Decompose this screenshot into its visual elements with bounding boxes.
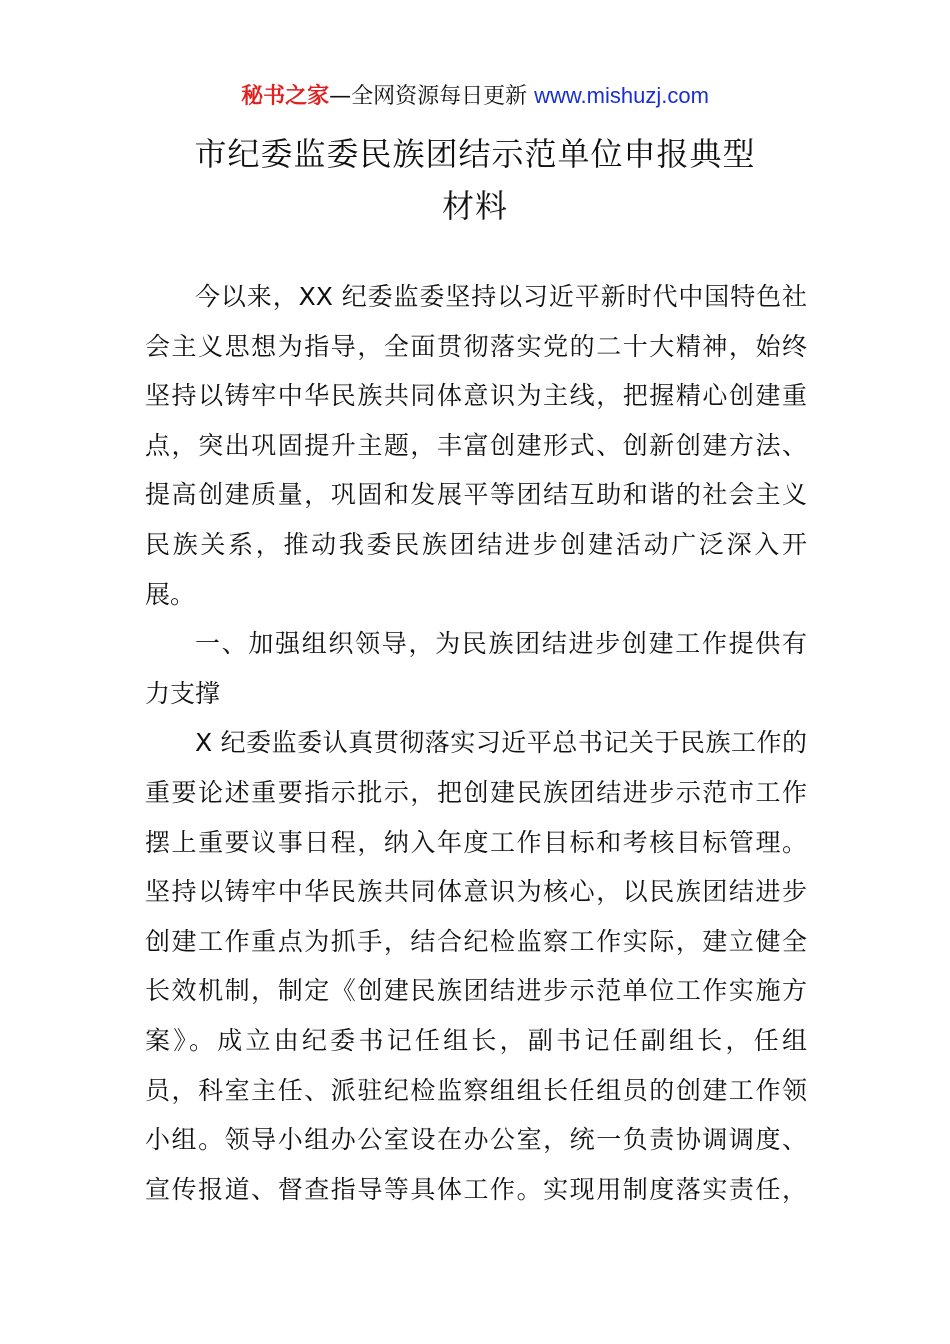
paragraph-line: 案》。成立由纪委书记任组长，副书记任副组长，任组 bbox=[145, 1025, 807, 1055]
paragraph-line: 摆上重要议事日程，纳入年度工作目标和考核目标管理。 bbox=[145, 827, 807, 857]
site-url-link[interactable]: www.mishuzj.com bbox=[534, 83, 709, 108]
document-title bbox=[0, 128, 950, 232]
site-brand: 秘书之家 bbox=[241, 84, 330, 109]
section-heading-line: 力支撑 bbox=[145, 678, 221, 708]
paragraph-line: 宣传报道、督查指导等具体工作。实现用制度落实责任， bbox=[145, 1174, 807, 1204]
paragraph-line: 员，科室主任、派驻纪检监察组组长任组员的创建工作领 bbox=[145, 1075, 807, 1105]
title-line: 市纪委监委民族团结示范单位申报典型 bbox=[194, 135, 756, 173]
paragraph-line: 点，突出巩固提升主题，丰富创建形式、创新创建方法、 bbox=[145, 430, 807, 460]
paragraph-line: 民族关系，推动我委民族团结进步创建活动广泛深入开 bbox=[145, 529, 807, 559]
paragraph-line: 坚持以铸牢中华民族共同体意识为主线，把握精心创建重 bbox=[145, 381, 807, 411]
document-body bbox=[145, 272, 807, 1214]
title-line: 材料 bbox=[441, 187, 508, 225]
paragraph-line: 创建工作重点为抓手，结合纪检监察工作实际，建立健全 bbox=[145, 926, 807, 956]
paragraph-line: 提高创建质量，巩固和发展平等团结互助和谐的社会主义 bbox=[145, 480, 807, 510]
paragraph-line: 展。 bbox=[145, 579, 196, 609]
section-heading-line: 一、加强组织领导，为民族团结进步创建工作提供有 bbox=[195, 629, 807, 659]
site-header bbox=[0, 80, 950, 113]
paragraph-line: X 纪委监委认真贯彻落实习近平总书记关于民族工作的 bbox=[195, 728, 807, 758]
paragraph-line: 小组。领导小组办公室设在办公室，统一负责协调调度、 bbox=[145, 1125, 807, 1155]
site-tagline: —全网资源每日更新 bbox=[329, 84, 535, 109]
paragraph-line: 会主义思想为指导，全面贯彻落实党的二十大精神，始终 bbox=[145, 331, 807, 361]
paragraph-line: 重要论述重要指示批示，把创建民族团结进步示范市工作 bbox=[145, 777, 807, 807]
paragraph-line: 坚持以铸牢中华民族共同体意识为核心，以民族团结进步 bbox=[145, 877, 807, 907]
paragraph-line: 长效机制，制定《创建民族团结进步示范单位工作实施方 bbox=[145, 976, 807, 1006]
paragraph-line: 今以来，XX 纪委监委坚持以习近平新时代中国特色社 bbox=[195, 282, 807, 311]
